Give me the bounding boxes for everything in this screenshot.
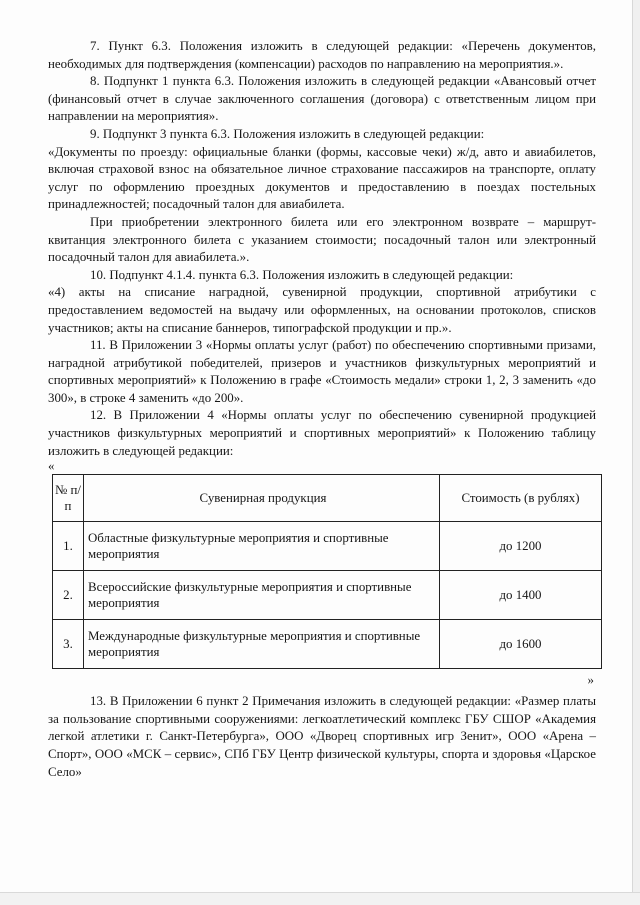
row-cost: до 1600 [440, 620, 602, 669]
table-row [53, 522, 602, 571]
scan-edge-bottom [0, 892, 640, 905]
paragraph-7: 7. Пункт 6.3. Положения изложить в следующей редакции: «Перечень документов, необходимых для подтверждения (компенсации) расходов по направлению на мероприятия.». [48, 39, 596, 71]
table-row [53, 571, 602, 620]
table-quote-close: » [587, 673, 594, 688]
document-body [48, 38, 596, 781]
row-product: Международные физкультурные мероприятия и спортивные мероприятия [84, 620, 440, 669]
header-product: Сувенирная продукция [84, 475, 440, 522]
paragraph-11: 11. В Приложении 3 «Нормы оплаты услуг (работ) по обеспечению спортивными призами, наградной атрибутикой победителей, призеров и участников физкультурных мероприятий и спортивных мероприятий» к Положению в графе «Стоимость медали» строки 1, 2, 3 заменить «до 300», в строке 4 заменить «до 200». [48, 338, 596, 405]
paragraph-8: 8. Подпункт 1 пункта 6.3. Положения изложить в следующей редакции «Авансовый отчет (финансовый отчет в случае заключенного соглашения (договора) с ответственным лицом при направлении на мероприятия». [48, 74, 596, 124]
row-number: 3. [53, 620, 84, 669]
table-header-row [53, 475, 602, 522]
table-quote-open: « [48, 459, 55, 474]
row-cost: до 1200 [440, 522, 602, 571]
row-number: 1. [53, 522, 84, 571]
paragraph-9-quote: «Документы по проезду: официальные бланки (формы, кассовые чеки) ж/д, авто и авиабилетов, включая страховой взнос на обязательное личное страхование пассажиров на транспорте, оплату услуг по оформлению проездных документов и предоставлению в поездах постельных принадлежностей; посадочный талон для авиабилета. [48, 144, 596, 212]
header-cost: Стоимость (в рублях) [440, 475, 602, 522]
paragraph-9: 9. Подпункт 3 пункта 6.3. Положения изложить в следующей редакции: [90, 126, 485, 141]
row-product: Областные физкультурные мероприятия и спортивные мероприятия [84, 522, 440, 571]
row-number: 2. [53, 571, 84, 620]
paragraph-10: 10. Подпункт 4.1.4. пункта 6.3. Положения изложить в следующей редакции: [90, 267, 514, 282]
header-number: № п/п [53, 475, 84, 522]
paragraph-12: 12. В Приложении 4 «Нормы оплаты услуг по обеспечению сувенирной продукцией участников физкультурных мероприятий и спортивных мероприятий» к Положению таблицу изложить в следующей редакции: [48, 408, 596, 458]
row-cost: до 1400 [440, 571, 602, 620]
paragraph-10-quote: «4) акты на списание наградной, сувенирной продукции, спортивной атрибутики с предоставлением ведомостей на выдачу или оформленных, на основании протоколов, списков участников; акты на списание баннеров, типографской продукции и пр.». [48, 285, 596, 335]
souvenir-table [52, 474, 602, 669]
paragraph-9-electronic: При приобретении электронного билета или его электронном возврате – маршрут-квитанция электронного билета с указанием стоимости; посадочный талон или электронный посадочный талон для авиабилета.». [48, 214, 596, 265]
scan-edge-right [632, 0, 640, 905]
table-row [53, 620, 602, 669]
row-product: Всероссийские физкультурные мероприятия и спортивные мероприятия [84, 571, 440, 620]
paragraph-13: 13. В Приложении 6 пункт 2 Примечания изложить в следующей редакции: «Размер платы за пользование спортивными сооружениями: легкоатлетический комплекс ГБУ СШОР «Академия легкой атлетики г. Санкт-Петербурга», ООО «Дворец спортивных игр Зенит», ООО «Арена – Спорт», ООО «МСК – сервис», СПб ГБУ Центр физической культуры, спорта и здоровья «Царское Село» [48, 694, 596, 779]
